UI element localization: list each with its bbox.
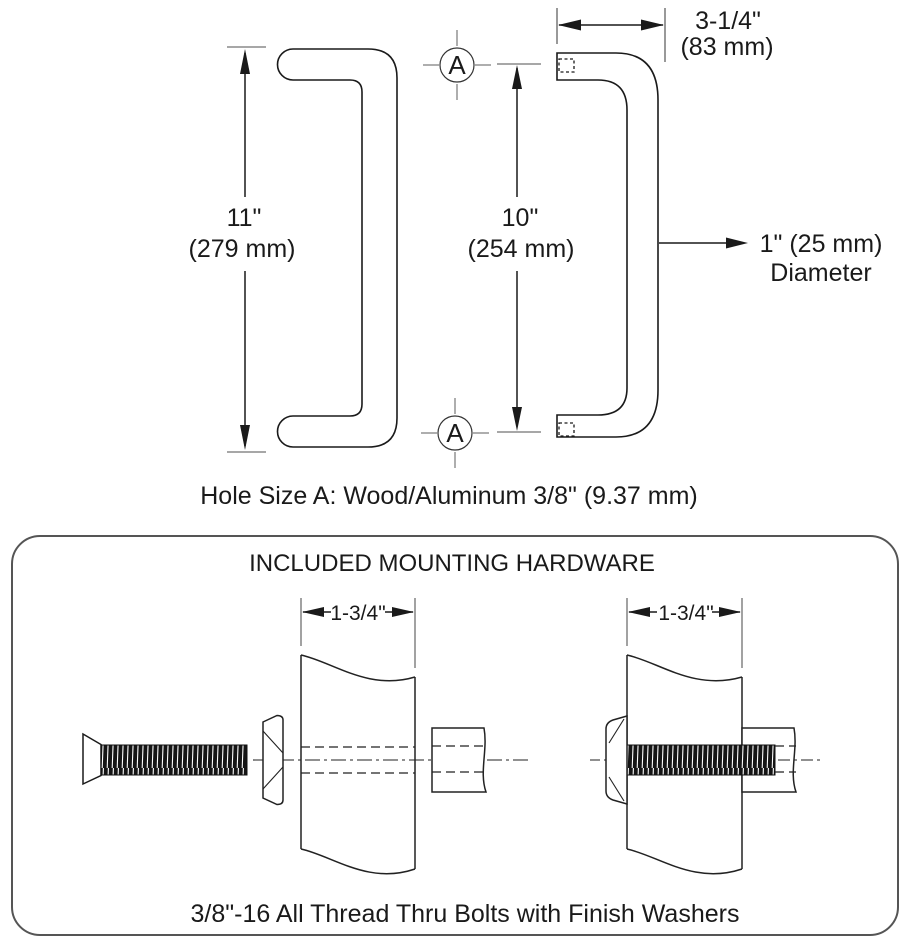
dim-width-value: 3-1/4" <box>695 7 761 35</box>
hole-marker-top-label: A <box>448 50 466 80</box>
dim-10-value: 10" <box>501 204 539 232</box>
arrow-down-icon <box>512 407 522 431</box>
arrow-right-icon <box>641 20 664 31</box>
thru-bolt <box>83 734 247 784</box>
thru-bolt-installed <box>624 745 796 775</box>
flat-head-icon <box>83 734 101 784</box>
arrow-down-icon <box>240 425 250 450</box>
threaded-shank <box>101 745 247 775</box>
threaded-shank <box>624 745 775 775</box>
dim-10-metric: (254 mm) <box>467 235 575 263</box>
diameter-line2: Diameter <box>770 259 872 287</box>
handle-end-left <box>432 728 486 792</box>
arrow-right-icon <box>726 238 748 249</box>
hardware-caption: 3/8"-16 All Thread Thru Bolts with Finish Washers <box>190 900 740 928</box>
arrow-up-icon <box>240 49 250 74</box>
dim-11-metric: (279 mm) <box>188 235 296 263</box>
arrow-left-icon <box>628 607 650 617</box>
arrow-left-icon <box>302 607 324 617</box>
finish-washer-right <box>606 716 627 804</box>
door-section-left <box>301 655 415 874</box>
hole-size-note: Hole Size A: Wood/Aluminum 3/8" (9.37 mm) <box>200 482 698 510</box>
arrow-right-icon <box>392 607 414 617</box>
diameter-line1: 1" (25 mm) <box>759 230 883 258</box>
hardware-panel-title: INCLUDED MOUNTING HARDWARE <box>249 550 655 577</box>
dim-11-value: 11" <box>226 204 262 232</box>
finish-washer-left <box>263 716 283 805</box>
dim-width-metric: (83 mm) <box>680 33 774 61</box>
dim-grip-right-value: 1-3/4" <box>658 602 714 625</box>
arrow-right-icon <box>719 607 741 617</box>
diameter-leader <box>659 238 748 249</box>
hole-marker-bottom-label: A <box>446 418 464 448</box>
arrow-up-icon <box>512 65 522 89</box>
arrow-left-icon <box>558 20 581 31</box>
dim-grip-left-value: 1-3/4" <box>330 602 386 625</box>
